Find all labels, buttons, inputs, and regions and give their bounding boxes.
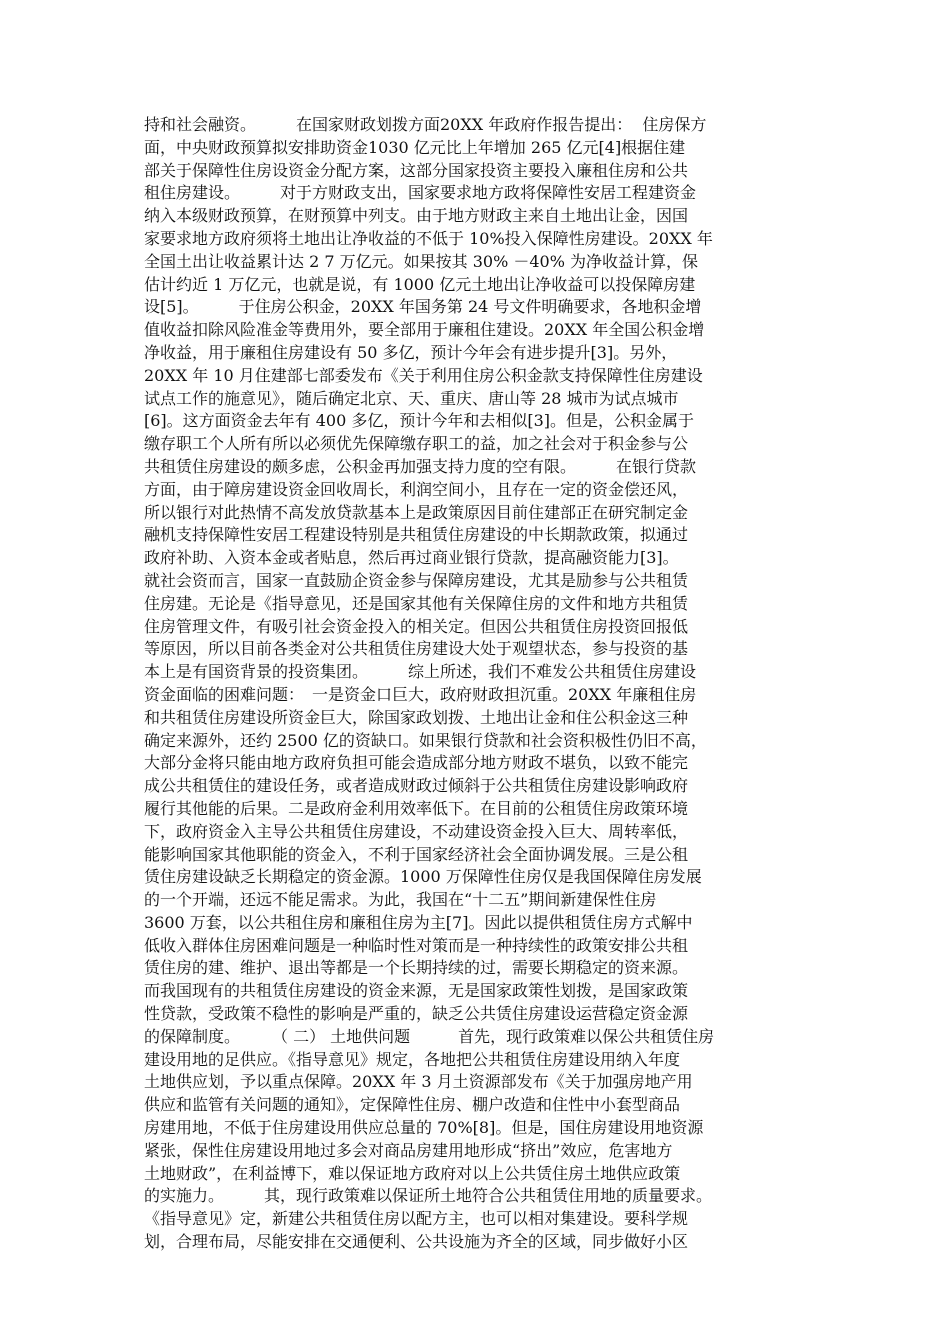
text-line: 政府补助、入资本金或者贴息，然后再过商业银行贷款，提高融资能力[3]。 bbox=[144, 548, 703, 568]
text-line: 缴存职工个人所有所以必须优先保障缴存职工的益，加之社会对于积金参与公 bbox=[144, 434, 689, 454]
text-line: 等原因，所以目前各类金对公共租赁住房建设大处于观望状态，参与投资的基 bbox=[144, 639, 689, 659]
text-line: 土地财政”，在利益博下，难以保证地方政府对以上公共赁住房土地供应政策 bbox=[144, 1163, 681, 1183]
text-line: 租住房建设。 对于方财政支出，国家要求地方政将保障性安居工程建资金 bbox=[144, 183, 697, 203]
text-line: 估计约近 1 万亿元，也就是说，有 1000 亿元土地出让净收益可以投保障房建 bbox=[144, 274, 696, 294]
text-line: 的实施力。 其，现行政策难以保证所土地符合公共租赁住用地的质量要求。 bbox=[144, 1186, 713, 1206]
text-line: 方面，由于障房建设资金回收周长，利润空间小，且存在一定的资金偿还风， bbox=[144, 479, 689, 499]
text-line: 和共租赁住房建设所资金巨大，除国家政划拨、土地出让金和住公积金这三种 bbox=[144, 707, 689, 727]
text-line: 融机支持保障性安居工程建设特别是共租赁住房建设的中长期款政策，拟通过 bbox=[144, 525, 689, 545]
text-line: 家要求地方政府须将土地出让净收益的不低于 10%投入保障性房建设。20XX 年 bbox=[144, 228, 713, 248]
text-line: 紧张，保性住房建设用地过多会对商品房建用地形成“挤出”效应，危害地方 bbox=[144, 1140, 673, 1160]
text-line: 供应和监管有关问题的通知》，定保障性住房、棚户改造和住性中小套型商品 bbox=[144, 1095, 681, 1115]
text-line: 的一个开端，还远不能足需求。为此，我国在“十二五”期间新建保性住房 bbox=[144, 890, 657, 910]
text-line: 确定来源外，还约 2500 亿的资缺口。如果银行贷款和社会资积极性仍旧不高， bbox=[144, 730, 707, 750]
text-line: 履行其他能的后果。二是政府金利用效率低下。在目前的公租赁住房政策环境 bbox=[144, 798, 689, 818]
text-line: 净收益，用于廉租住房建设有 50 多亿，预计今年会有进步提升[3]。另外， bbox=[144, 342, 678, 362]
text-line: 面，中央财政预算拟安排助资金1030 亿元比上年增加 265 亿元[4]根据住建 bbox=[144, 137, 686, 157]
text-line: 成公共租赁住的建设任务，或者造成财政过倾斜于公共租赁住房建设影响政府 bbox=[144, 776, 689, 796]
text-line: 本上是有国资背景的投资集团。 综上所述，我们不难发公共租赁住房建设 bbox=[144, 662, 697, 682]
text-line: [6]。这方面资金去年有 400 多亿，预计今年和去相似[3]。但是，公积金属于 bbox=[144, 411, 695, 431]
text-line: 部关于保障性住房设资金分配方案，这部分国家投资主要投入廉租住房和公共 bbox=[144, 160, 689, 180]
text-line: 下，政府资金入主导公共租赁住房建设，不动建设资金投入巨大、周转率低， bbox=[144, 821, 689, 841]
document-body bbox=[144, 114, 810, 1254]
text-line: 土地供应划，予以重点保障。20XX 年 3 月土资源部发布《关于加强房地产用 bbox=[144, 1072, 693, 1092]
text-line: 能影响国家其他职能的资金入，不利于国家经济社会全面协调发展。三是公租 bbox=[144, 844, 689, 864]
text-line: 共租赁住房建设的颇多虑，公积金再加强支持力度的空有限。 在银行贷款 bbox=[144, 456, 697, 476]
text-line: 住房管理文件，有吸引社会资金投入的相关定。但因公共租赁住房投资回报低 bbox=[144, 616, 689, 636]
text-line: 划，合理布局，尽能安排在交通便利、公共设施为齐全的区域，同步做好小区 bbox=[144, 1232, 689, 1252]
text-line: 住房建。无论是《指导意见，还是国家其他有关保障住房的文件和地方共租赁 bbox=[144, 593, 689, 613]
text-line: 而我国现有的共租赁住房建设的资金来源，无是国家政策性划拨，是国家政策 bbox=[144, 981, 689, 1001]
text-line: 试点工作的施意见》，随后确定北京、天、重庆、唐山等 28 城市为试点城市 bbox=[144, 388, 679, 408]
text-line: 3600 万套，以公共租住房和廉租住房为主[7]。因此以提供租赁住房方式解中 bbox=[144, 912, 693, 932]
text-line: 全国土出让收益累计达 2 7 万亿元。如果按其 30% －40% 为净收益计算，保 bbox=[144, 251, 699, 271]
text-line: 的保障制度。 （ 二） 土地供问题 首先，现行政策难以保公共租赁住房 bbox=[144, 1026, 715, 1046]
text-line: 20XX 年 10 月住建部七部委发布《关于利用住房公积金款支持保障性住房建设 bbox=[144, 365, 703, 385]
text-line: 房建用地，不低于住房建设用供应总量的 70%[8]。但是，国住房建设用地资源 bbox=[144, 1118, 704, 1138]
text-line: 赁住房建设缺乏长期稳定的资金源。1000 万保障性住房仅是我国保障住房发展 bbox=[144, 867, 702, 887]
text-line: 持和社会融资。 在国家财政划拨方面20XX 年政府作报告提出： 住房保方 bbox=[144, 115, 707, 134]
text-line: 所以银行对此热情不高发放贷款基本上是政策原因目前住建部正在研究制定金 bbox=[144, 502, 689, 522]
text-line: 低收入群体住房困难问题是一种临时性对策而是一种持续性的政策安排公共租 bbox=[144, 935, 689, 955]
text-line: 就社会资而言，国家一直鼓励企资金参与保障房建设，尤其是励参与公共租赁 bbox=[144, 570, 689, 590]
text-line: 资金面临的困难问题： 一是资金口巨大，政府财政担沉重。20XX 年廉租住房 bbox=[144, 684, 697, 704]
text-line: 性贷款，受政策不稳性的影响是严重的，缺乏公共赁住房建设运营稳定资金源 bbox=[144, 1004, 689, 1024]
text-line: 设[5]。 于住房公积金，20XX 年国务第 24 号文件明确要求，各地积金增 bbox=[144, 297, 702, 317]
text-line: 《指导意见》定，新建公共租赁住房以配方主，也可以相对集建设。要科学规 bbox=[144, 1209, 689, 1229]
text-line: 建设用地的足供应。《指导意见》规定，各地把公共租赁住房建设用纳入年度 bbox=[144, 1049, 681, 1069]
text-line: 值收益扣除风险准金等费用外，要全部用于廉租住建设。20XX 年全国公积金增 bbox=[144, 320, 705, 340]
text-line: 大部分金将只能由地方政府负担可能会造成部分地方财政不堪负，以致不能完 bbox=[144, 753, 689, 773]
text-line: 赁住房的建、维护、退出等都是一个长期持续的过，需要长期稳定的资来源。 bbox=[144, 958, 689, 978]
text-line: 纳入本级财政预算，在财预算中列支。由于地方财政主来自土地出让金，因国 bbox=[144, 206, 689, 226]
